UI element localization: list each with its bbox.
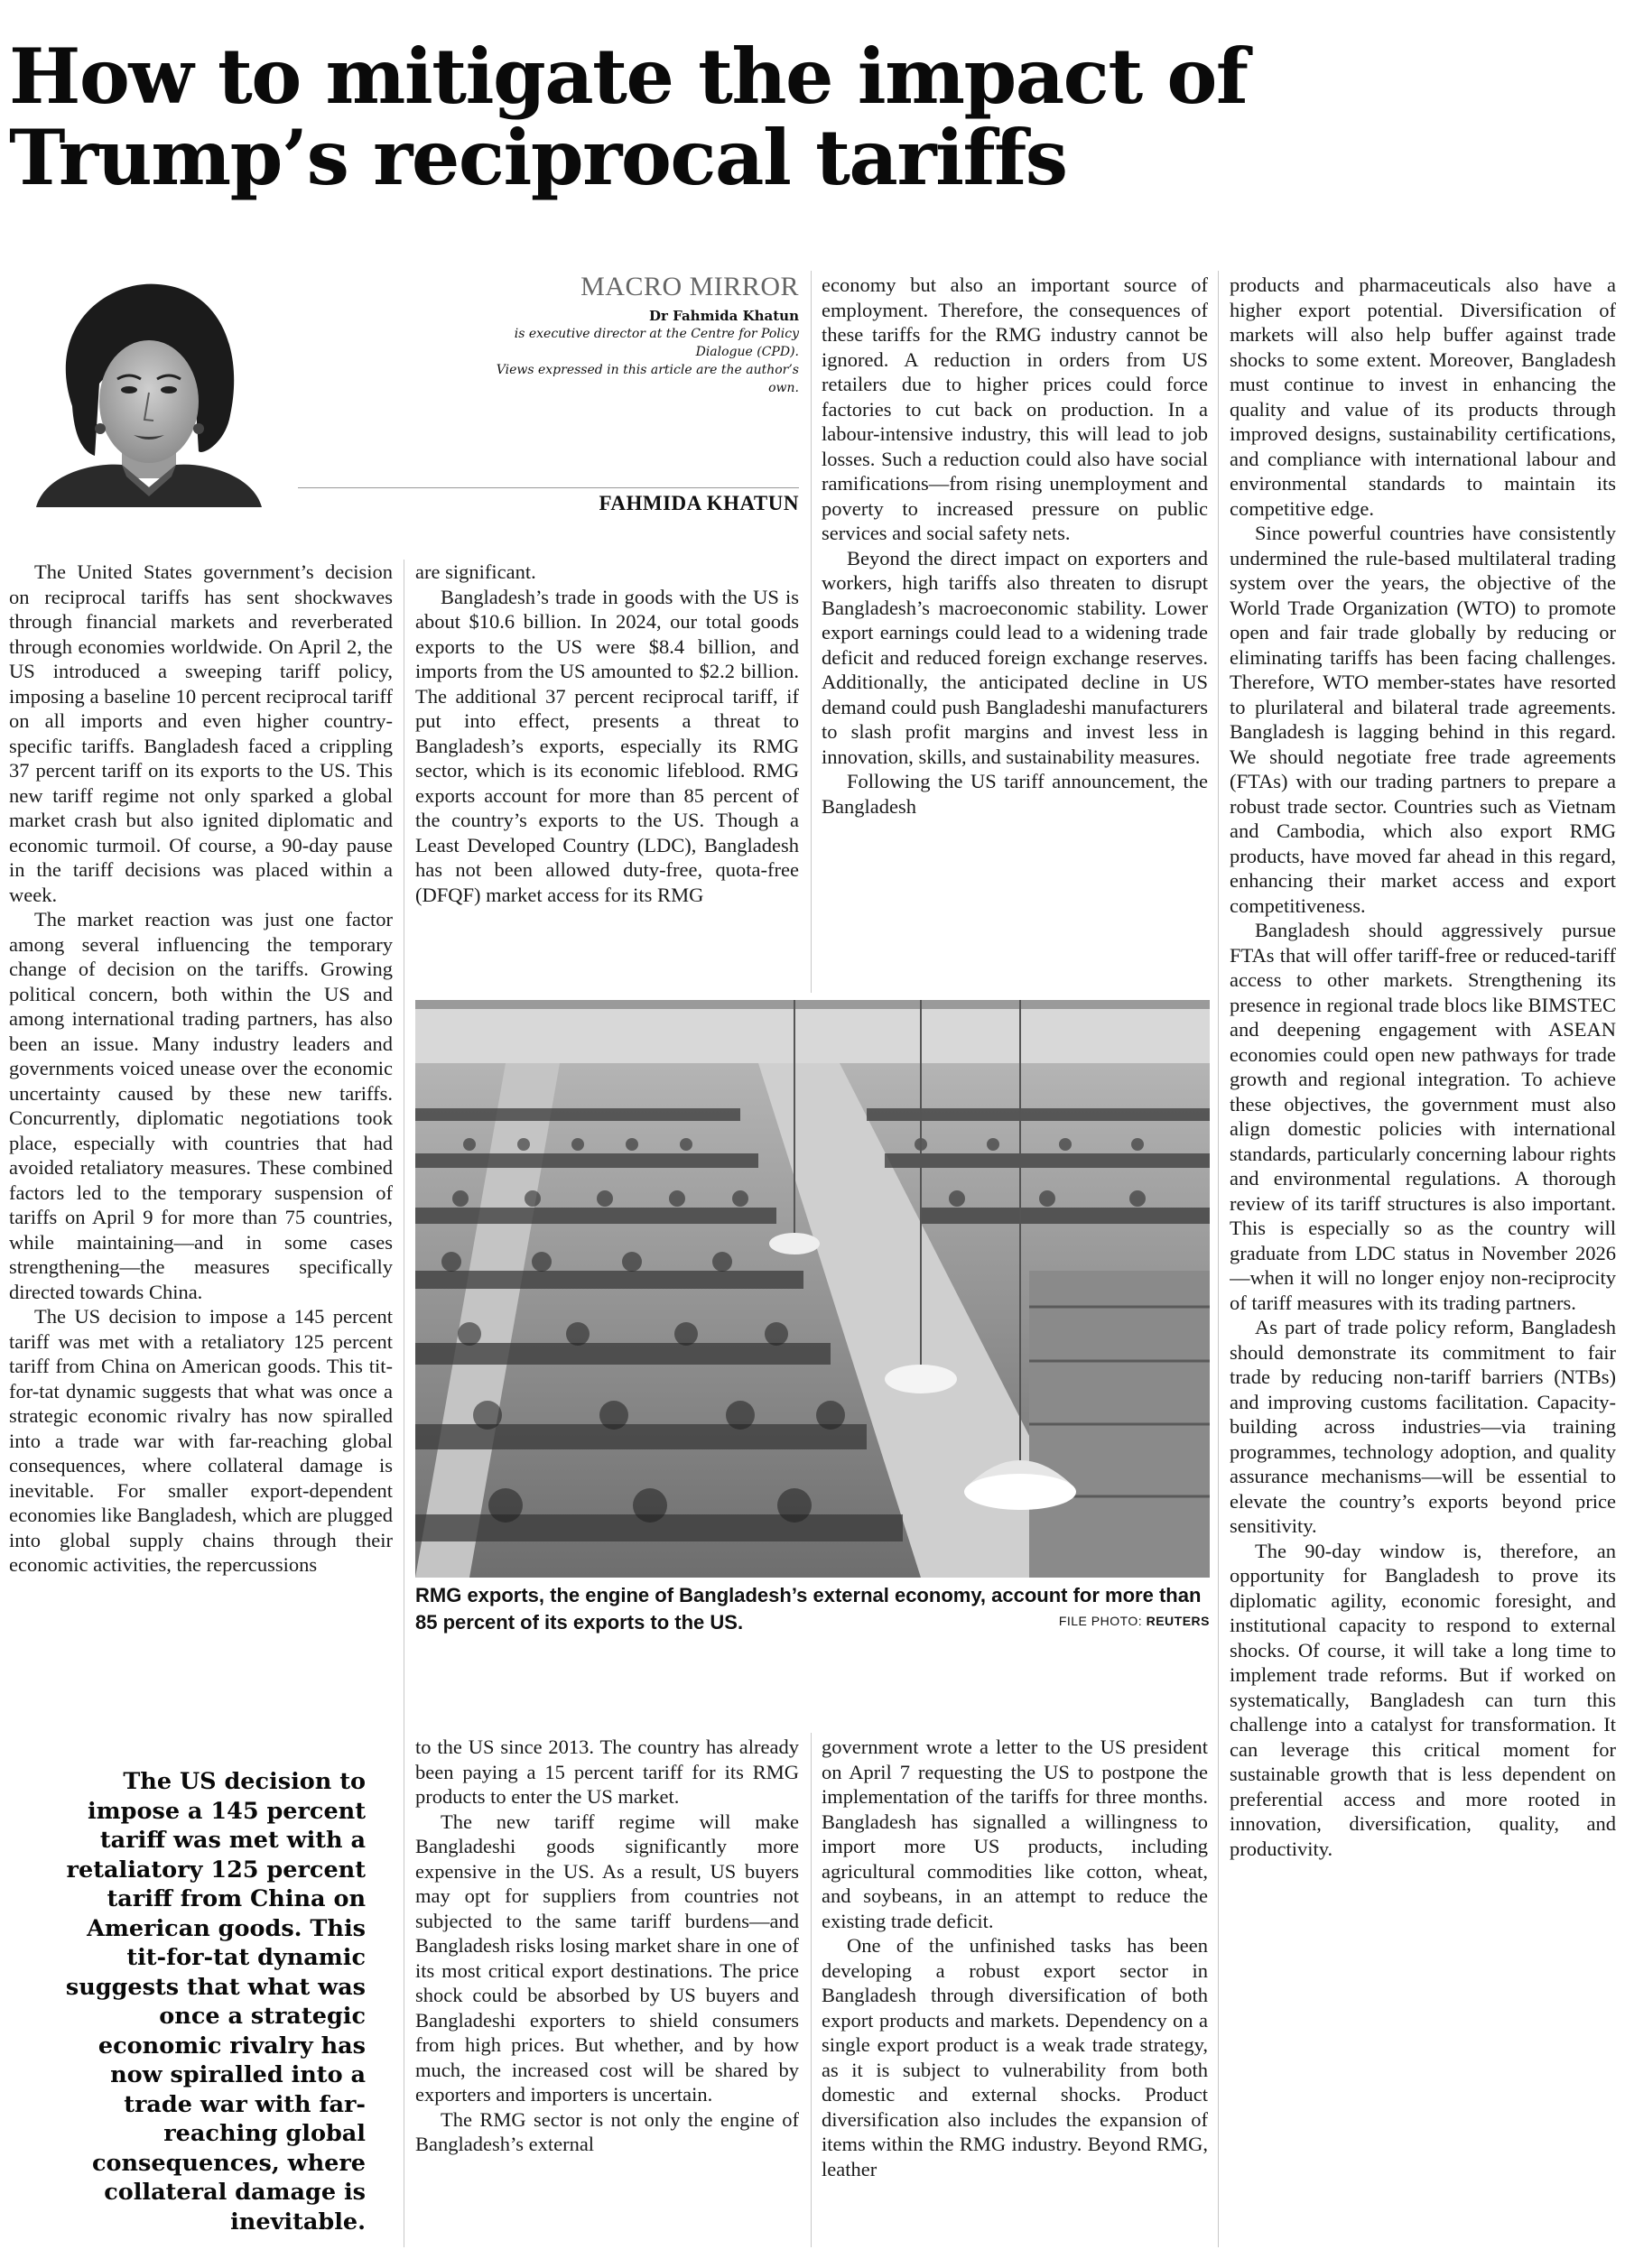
paragraph: The market reaction was just one factor among several influencing the temporary change of decision on the tariffs. Growing political concern, both within the US and among international trading partners, has also been an issue. Many industry leaders and governments voiced unease over the economic uncertainty caused by these new tariffs. Concurrently, diplomatic negotiations took place, especially with countries that had avoided retaliatory measures. These combined factors led to the temporary suspension of tariffs on April 9 for more than 75 countries, while maintaining—and in some cases strengthening—the measures specifically directed towards China. xyxy=(9,908,393,1303)
paragraph: Since powerful countries have consistently undermined the rule-based multilateral trading system over the years, the objective of the World Trade Organization (WTO) to promote open and fair trade globally by reducing or eliminating tariffs has been facing challenges. Therefore, WTO member-states have resorted to plurilateral and bilateral trade agreements. Bangladesh is lagging behind in this regard. We should negotiate free trade agreements (FTAs) with our trading partners to prepare a robust trade sector. Countries such as Vietnam and Cambodia, which also export RMG products, have moved far ahead in this regard, enhancing their market access and export competitiveness. xyxy=(1230,522,1616,917)
photo-caption xyxy=(415,1582,1210,1636)
photo-credit-source: REUTERS xyxy=(1146,1614,1210,1628)
paragraph: Bangladesh should aggressively pursue FTAs that will offer tariff-free or reduced-tariff access to other markets. Strengthening its presence in regional trade blocs like BIMSTEC and deepening engagement with ASEAN economies could open new pathways for trade growth and regional integration. To achieve these objectives, the government must also align domestic policies with international standards, particularly concerning labour rights and environmental regulations. A thorough review of its tariff structures is also important. This is especially so as the country will graduate from LDC status in November 2026—when it will no longer enjoy non-reciprocity of tariff measures with its trading partners. xyxy=(1230,919,1616,1314)
paragraph: The United States government’s decision on reciprocal tariffs has sent shockwaves through financial markets and reverberated through economies worldwide. On April 2, the US introduced a sweeping tariff policy, imposing a baseline 10 percent reciprocal tariff on all imports and even higher country-specific tariffs. Bangladesh faced a crippling 37 percent tariff on its exports to the US. This new tariff regime not only sparked a global market crash but also ignited diplomatic and economic turmoil. Of course, a 90-day pause in the tariff decisions was placed within a week. xyxy=(9,560,393,906)
article-column-3-top xyxy=(822,273,1208,977)
author-description-1: is executive director at the Centre for Policy xyxy=(514,327,799,341)
article-column-2-top xyxy=(415,560,799,977)
photo-caption-text: RMG exports, the engine of Bangladesh’s external economy, account for more than 85 percent of its exports to the US. xyxy=(415,1584,1202,1634)
factory-photo xyxy=(415,1000,1210,1578)
paragraph: As part of trade policy reform, Bangladesh should demonstrate its commitment to fair trade by reducing non-tariff barriers (NTBs) and improving customs facilitation. Capacity-building across industries—via training programmes, technology adoption, and quality assurance mechanisms—will be essential to elevate the country’s exports beyond price sensitivity. xyxy=(1230,1316,1616,1537)
column-divider xyxy=(811,1733,812,2247)
paragraph: The new tariff regime will make Bangladeshi goods significantly more expensive in the US. As a result, US buyers may opt for suppliers from countries not subjected to the same tariff burdens—and Bangladesh risks losing market share in one of its most critical export destinations. The price shock could be absorbed by US buyers and Bangladeshi exporters to shield consumers from high prices. But whether, and by how much, the increased cost will be shared by exporters and importers is uncertain. xyxy=(415,1810,799,2106)
paragraph: Bangladesh’s trade in goods with the US is about $10.6 billion. In 2024, our total goods exports to the US were $8.4 billion, and imports from the US amounted to $2.2 billion. The additional 37 percent reciprocal tariff, if put into effect, presents a threat to Bangladesh’s exports, especially its RMG sector, which is its economic lifeblood. RMG exports account for more than 85 percent of the country’s exports to the US. Though a Least Developed Country (LDC), Bangladesh has not been allowed duty-free, quota-free (DFQF) market access for its RMG xyxy=(415,585,799,906)
column-divider xyxy=(1218,271,1219,2247)
article-column-4 xyxy=(1230,273,1616,2258)
pull-quote: The US decision to impose a 145 percent tariff was met with a retaliatory 125 percent tariff from China on American goods. This tit-for-tat dynamic suggests that what was once a strategic economic rivalry has now spiralled into a trade war with far-reaching global consequences, where collateral damage is inevitable. xyxy=(65,1768,366,2236)
author-signature: FAHMIDA KHATUN xyxy=(298,487,799,515)
paragraph: The 90-day window is, therefore, an opportunity for Bangladesh to prove its diplomatic agility, economic foresight, and institutional capacity to respond to external shocks. Of course, it will take a long time to implement trade reforms. But if worked on systematically, Bangladesh can turn this challenge into a catalyst for transformation. It can leverage this critical moment for sustainable growth that is less dependent on preferential access and more rooted in innovation, diversification, quality, and productivity. xyxy=(1230,1539,1616,1860)
paragraph: government wrote a letter to the US president on April 7 requesting the US to postpone the implementation of the tariffs for three months. Bangladesh has signalled a willingness to import more US products, including agricultural commodities like cotton, wheat, and soybeans, in an attempt to reduce the existing trade deficit. xyxy=(822,1736,1208,1932)
paragraph: are significant. xyxy=(415,560,536,583)
byline-block xyxy=(298,271,799,397)
author-description-3: Views expressed in this article are the author’s xyxy=(496,363,799,377)
photo-credit-prefix: FILE PHOTO: xyxy=(1058,1614,1147,1628)
paragraph: products and pharmaceuticals also have a higher export potential. Diversification of markets will also help buffer against trade shocks to some extent. Moreover, Bangladesh must continue to invest in enhancing the quality and value of its products through improved designs, sustainability certifications, and compliance with international labour and environmental standards to maintain its competitive edge. xyxy=(1230,273,1616,520)
headline-line-1: How to mitigate the impact of xyxy=(9,32,1248,121)
factory-photo-drawing xyxy=(415,1000,1210,1578)
author-description-2: Dialogue (CPD). xyxy=(695,345,799,359)
article-column-1 xyxy=(9,560,393,1747)
author-portrait xyxy=(9,271,280,507)
article-column-2-bottom xyxy=(415,1735,799,2254)
column-name: MACRO MIRROR xyxy=(580,272,799,301)
paragraph: One of the unfinished tasks has been developing a robust export sector in Bangladesh through diversification of both export products and markets. Dependency on a single export product is a weak trade strategy, as it is subject to vulnerability from both domestic and external shocks. Product diversification also includes the expansion of items within the RMG industry. Beyond RMG, leather xyxy=(822,1934,1208,2180)
article-column-3-bottom xyxy=(822,1735,1208,2254)
column-divider xyxy=(811,271,812,993)
paragraph: to the US since 2013. The country has already been paying a 15 percent tariff for its RMG products to enter the US market. xyxy=(415,1736,799,1808)
paragraph: Following the US tariff announcement, the Bangladesh xyxy=(822,770,1208,818)
paragraph: The US decision to impose a 145 percent tariff was met with a retaliatory 125 percent tariff from China on American goods. This tit-for-tat dynamic suggests that what was once a strategic economic rivalry has now spiralled into a trade war with far-reaching global consequences, where collateral damage is inevitable. For smaller export-dependent economies like Bangladesh, which are plugged into global supply chains through their economic activities, the repercussions xyxy=(9,1305,393,1576)
paragraph: The RMG sector is not only the engine of Bangladesh’s external xyxy=(415,2107,799,2155)
author-description-4: own. xyxy=(768,381,799,395)
author-name: Dr Fahmida Khatun xyxy=(649,308,799,324)
paragraph: economy but also an important source of employment. Therefore, the consequences of these tariffs for the RMG industry cannot be ignored. A reduction in orders from US retailers due to higher prices could force factories to cut back on production. In a labour-intensive industry, this will lead to job losses. Such a reduction could also have social ramifications—from rising unemployment and poverty to increased pressure on public services and social safety nets. xyxy=(822,273,1208,544)
photo-credit xyxy=(1059,1607,1210,1634)
headline xyxy=(9,32,1616,202)
author-portrait-drawing xyxy=(9,271,280,507)
paragraph: Beyond the direct impact on exporters and workers, high tariffs also threaten to disrupt Bangladesh’s macroeconomic stability. Lower export earnings could lead to a widening trade deficit and reduced foreign exchange reserves. Additionally, the anticipated decline in US demand could push Bangladeshi manufacturers to slash profit margins and invest less in innovation, skills, and sustainability measures. xyxy=(822,546,1208,768)
headline-line-2: Trump’s reciprocal tariffs xyxy=(9,113,1067,202)
